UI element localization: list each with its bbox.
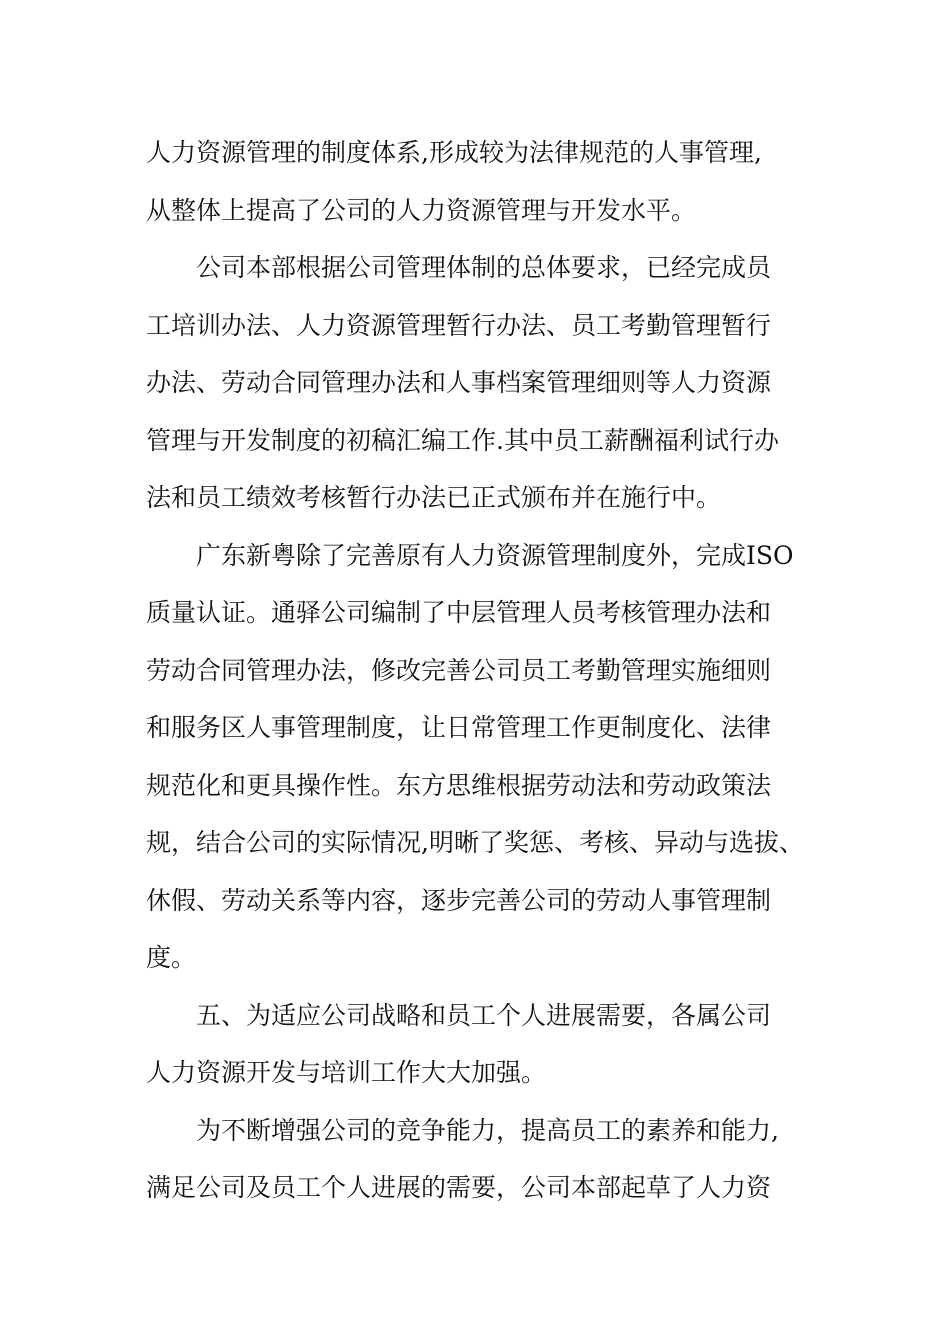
text-line: 和服务区人事管理制度，让日常管理工作更制度化、法律 — [146, 713, 772, 742]
text-line: 规，结合公司的实际情况,明晰了奖惩、考核、异动与选拔、 — [146, 828, 804, 857]
text-line: 公司本部根据公司管理体制的总体要求，已经完成员 — [196, 253, 772, 282]
text-line: 五、为适应公司战略和员工个人进展需要，各属公司 — [196, 1000, 772, 1030]
text-line: 从整体上提高了公司的人力资源管理与开发水平。 — [146, 195, 697, 225]
text-line: 满足公司及员工个人进展的需要，公司本部起草了人力资 — [146, 1173, 772, 1202]
text-line: 工培训办法、人力资源管理暂行办法、员工考勤管理暂行 — [146, 310, 772, 340]
text-line: 法和员工绩效考核暂行办法已正式颁布并在施行中。 — [146, 483, 722, 512]
text-line: 办法、劳动合同管理办法和人事档案管理细则等人力资源 — [146, 368, 772, 397]
text-line: 劳动合同管理办法，修改完善公司员工考勤管理实施细则 — [146, 655, 772, 685]
document-body-text — [146, 124, 826, 1217]
text-line: 管理与开发制度的初稿汇编工作.其中员工薪酬福利试行办 — [146, 425, 779, 455]
text-line: 人力资源开发与培训工作大大加强。 — [146, 1058, 547, 1087]
text-line: 休假、劳动关系等内容，逐步完善公司的劳动人事管理制 — [146, 885, 772, 915]
text-line: 人力资源管理的制度体系,形成较为法律规范的人事管理, — [146, 138, 762, 167]
text-line: 规范化和更具操作性。东方思维根据劳动法和劳动政策法 — [146, 770, 772, 800]
text-line: 广东新粤除了完善原有人力资源管理制度外，完成ISO — [196, 540, 794, 570]
text-line: 度。 — [146, 943, 197, 972]
text-line: 质量认证。通驿公司编制了中层管理人员考核管理办法和 — [146, 598, 772, 627]
text-line: 为不断增强公司的竞争能力，提高员工的素养和能力, — [196, 1115, 779, 1145]
